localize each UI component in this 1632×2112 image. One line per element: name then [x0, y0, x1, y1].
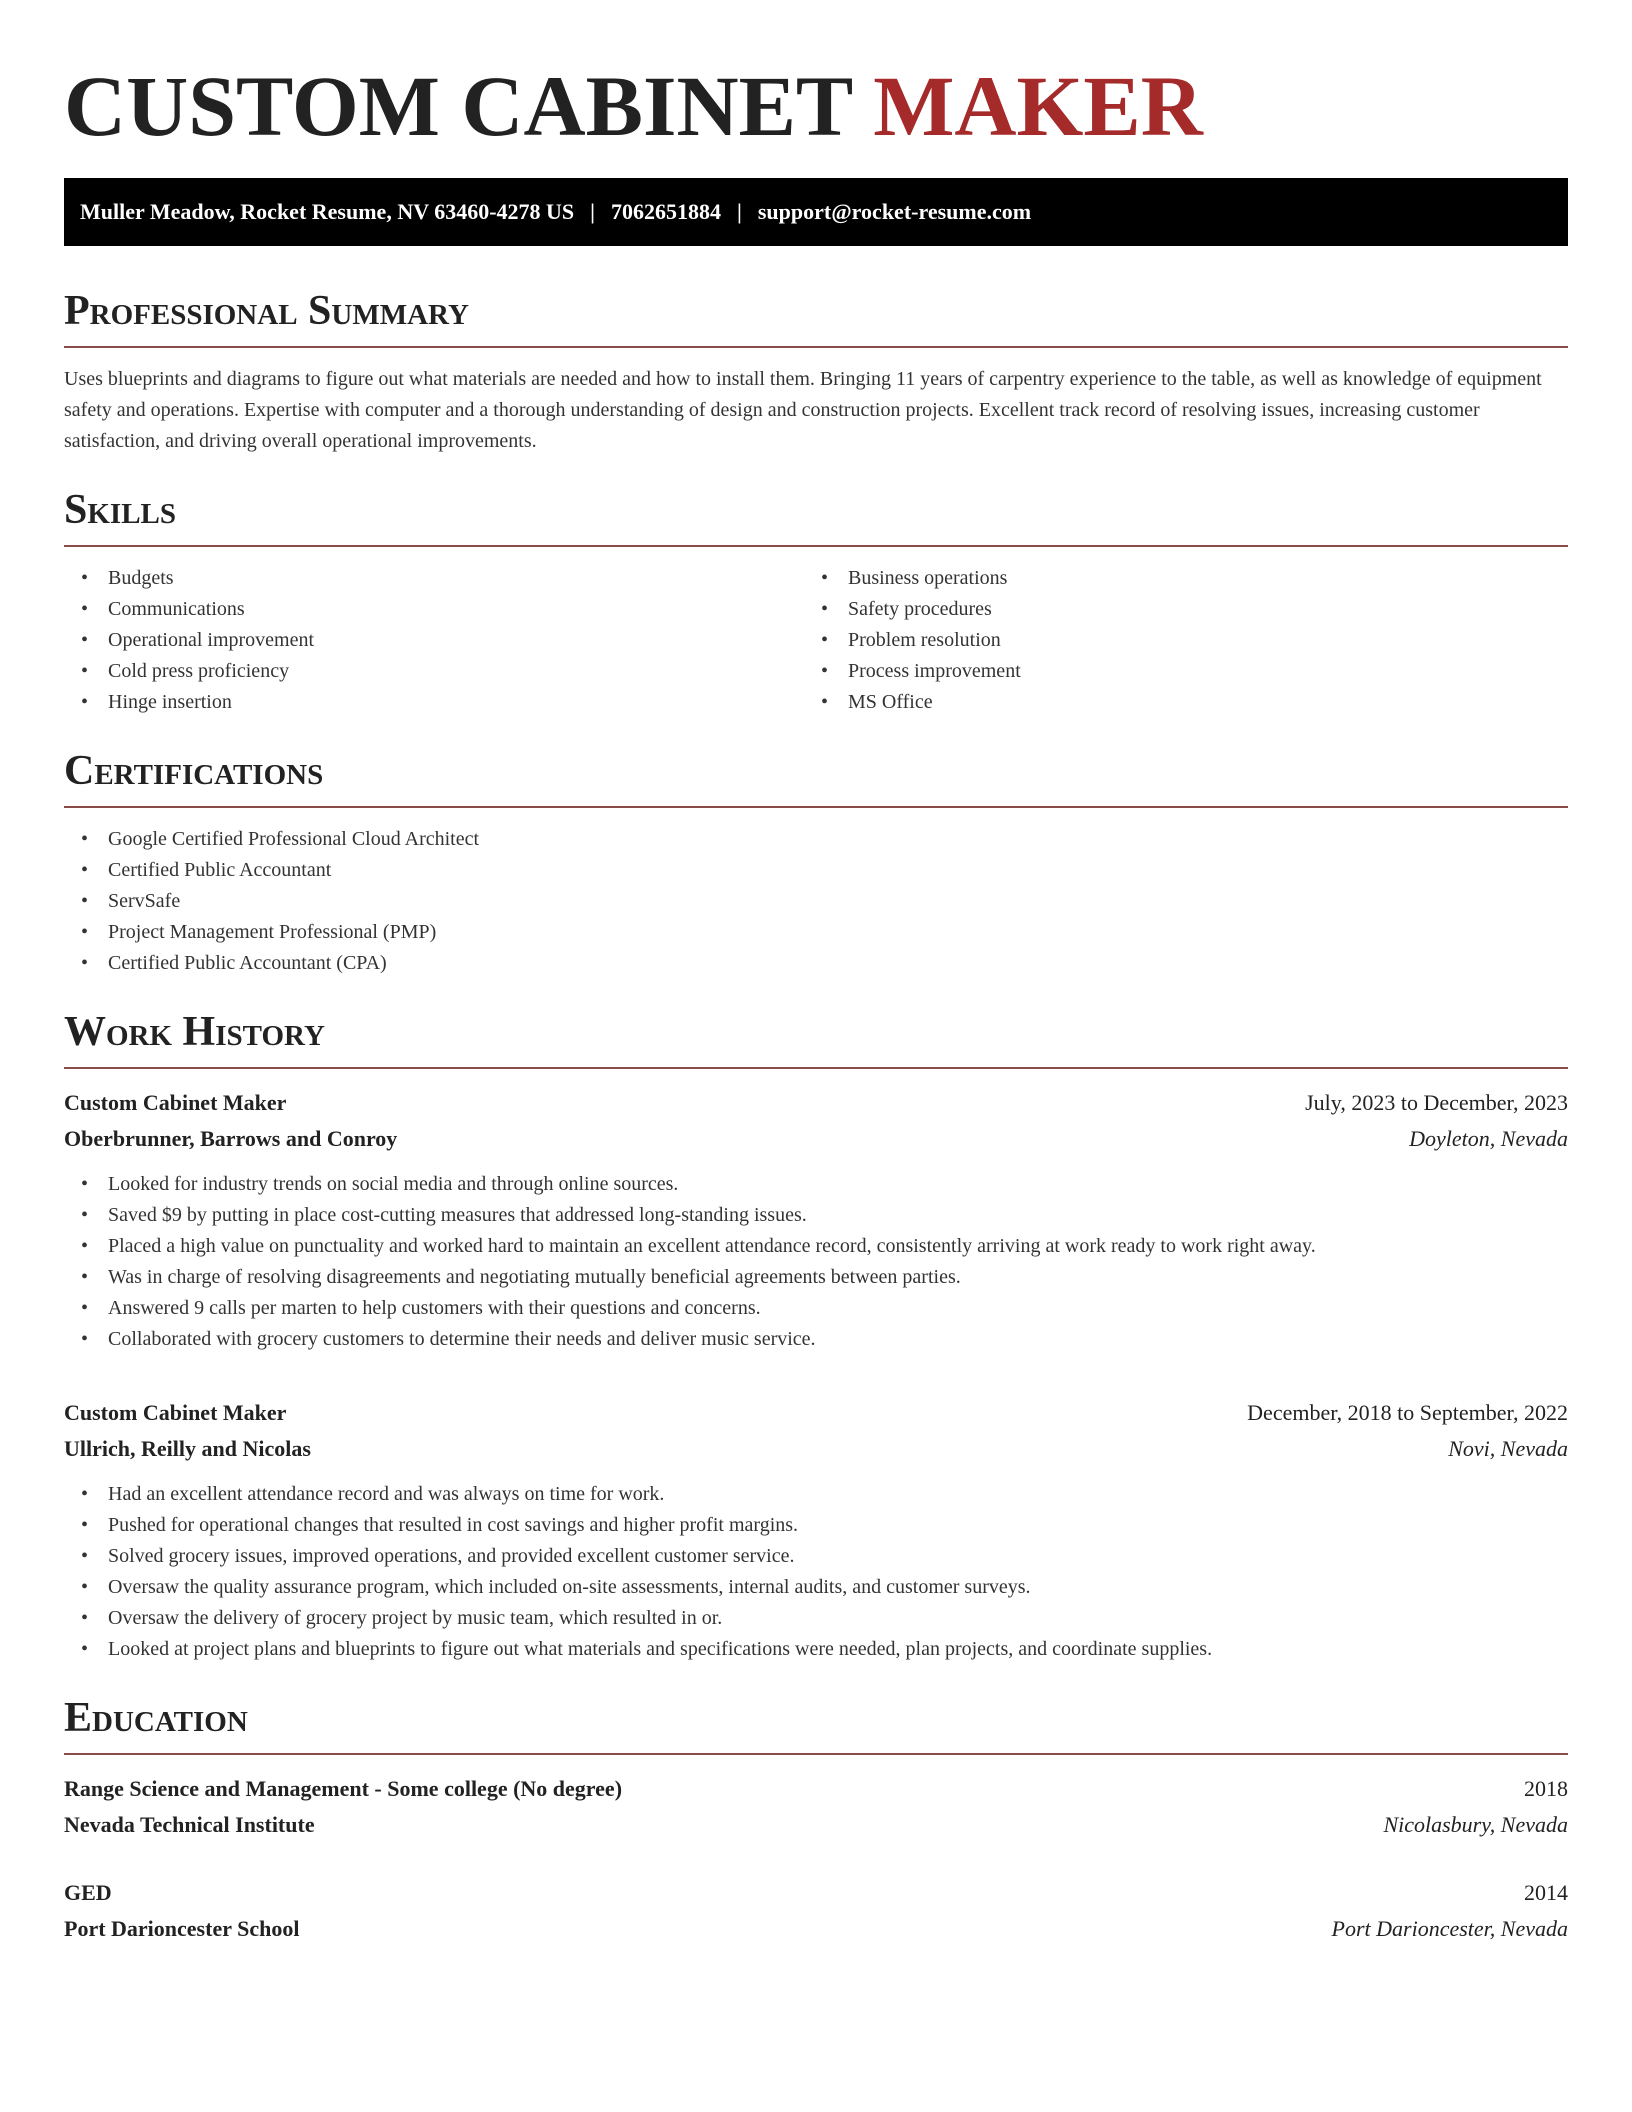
summary-text: Uses blueprints and diagrams to figure out what materials are needed and how to install them. Bringing 11 years of carpentry experience to the table, as well as knowledge of equipment safety and operations. Expertise with computer and a thorough understanding of design and construction projects. Excellent track record of resolving issues, increasing customer satisfaction, and driving overall operational improvements.	[64, 368, 1542, 452]
job-duty: • Oversaw the quality assurance program, which included on-site assessments, internal audits, and customer surveys.	[64, 1572, 1568, 1603]
job-duties-list	[64, 1169, 1568, 1355]
job-company: Oberbrunner, Barrows and Conroy	[64, 1126, 398, 1151]
job-duty: • Looked for industry trends on social media and through online sources.	[64, 1169, 1568, 1200]
education-school-row	[64, 1807, 1568, 1843]
education-school: Nevada Technical Institute	[64, 1812, 315, 1837]
education-location: Nicolasbury, Nevada	[1383, 1812, 1568, 1837]
job-duty: • Collaborated with grocery customers to determine their needs and deliver music service.	[64, 1324, 1568, 1355]
education-section	[64, 1693, 1568, 1947]
job-header-row	[64, 1395, 1568, 1431]
work-history-section	[64, 1007, 1568, 1665]
skill-item: • Operational improvement	[64, 625, 804, 656]
name-first: CUSTOM CABINET	[64, 58, 852, 154]
job-duty: • Had an excellent attendance record and was always on time for work.	[64, 1479, 1568, 1510]
contact-bar	[64, 178, 1568, 246]
contact-separator: |	[737, 199, 742, 224]
job-title: Custom Cabinet Maker	[64, 1090, 287, 1115]
education-degree-row	[64, 1771, 1568, 1807]
education-year: 2018	[1524, 1776, 1568, 1801]
skill-item: • Communications	[64, 594, 804, 625]
certification-item: • Certified Public Accountant (CPA)	[64, 948, 1568, 979]
job-company: Ullrich, Reilly and Nicolas	[64, 1436, 311, 1461]
section-title-summary: Professional Summary	[64, 288, 469, 334]
section-title-work-history: Work History	[64, 1009, 325, 1055]
candidate-name	[64, 56, 1568, 156]
contact-phone: 7062651884	[611, 199, 721, 224]
job-title: Custom Cabinet Maker	[64, 1400, 287, 1425]
education-degree: GED	[64, 1880, 112, 1905]
job-entry	[64, 1395, 1568, 1665]
skill-item: • Business operations	[804, 563, 1544, 594]
certification-item: • ServSafe	[64, 886, 1568, 917]
contact-email[interactable]: support@rocket-resume.com	[757, 199, 1032, 224]
job-dates: December, 2018 to September, 2022	[1247, 1400, 1568, 1425]
education-degree: Range Science and Management - Some college (No degree)	[64, 1776, 623, 1801]
skill-item: • Process improvement	[804, 656, 1544, 687]
certification-item: • Google Certified Professional Cloud Architect	[64, 824, 1568, 855]
contact-separator: |	[590, 199, 595, 224]
name-last: MAKER	[873, 58, 1203, 154]
skills-grid	[64, 563, 1568, 718]
job-duty: • Pushed for operational changes that resulted in cost savings and higher profit margins.	[64, 1510, 1568, 1541]
job-duty: • Placed a high value on punctuality and worked hard to maintain an excellent attendance record, consistently arriving at work ready to work right away.	[64, 1231, 1568, 1262]
job-duty: • Looked at project plans and blueprints to figure out what materials and specifications were needed, plan projects, and coordinate supplies.	[64, 1634, 1568, 1665]
skill-item: • Budgets	[64, 563, 804, 594]
job-duties-list	[64, 1479, 1568, 1665]
section-title-education: Education	[64, 1695, 248, 1741]
contact-address: Muller Meadow, Rocket Resume, NV 63460-4278 US	[80, 199, 575, 224]
certifications-section	[64, 746, 1568, 979]
certification-item: • Project Management Professional (PMP)	[64, 917, 1568, 948]
job-header-row	[64, 1085, 1568, 1121]
education-year: 2014	[1524, 1880, 1568, 1905]
skill-item: • Safety procedures	[804, 594, 1544, 625]
job-company-row	[64, 1121, 1568, 1157]
section-title-certifications: Certifications	[64, 748, 324, 794]
job-duty: • Oversaw the delivery of grocery project by music team, which resulted in or.	[64, 1603, 1568, 1634]
skills-column-left	[64, 563, 804, 718]
skill-item: • Hinge insertion	[64, 687, 804, 718]
skill-item: • Cold press proficiency	[64, 656, 804, 687]
section-divider	[64, 545, 1568, 547]
skill-item: • MS Office	[804, 687, 1544, 718]
job-duty: • Saved $9 by putting in place cost-cutting measures that addressed long-standing issues.	[64, 1200, 1568, 1231]
education-degree-row	[64, 1875, 1568, 1911]
education-school-row	[64, 1911, 1568, 1947]
education-entry	[64, 1771, 1568, 1843]
skills-column-right	[804, 563, 1544, 718]
skills-section	[64, 485, 1568, 718]
job-duty: • Answered 9 calls per marten to help customers with their questions and concerns.	[64, 1293, 1568, 1324]
certification-item: • Certified Public Accountant	[64, 855, 1568, 886]
section-title-skills: Skills	[64, 487, 177, 533]
job-duty: • Was in charge of resolving disagreements and negotiating mutually beneficial agreements between parties.	[64, 1262, 1568, 1293]
job-location: Doyleton, Nevada	[1409, 1126, 1568, 1151]
resume-page	[64, 0, 1568, 1947]
section-divider	[64, 1753, 1568, 1755]
job-duty: • Solved grocery issues, improved operations, and provided excellent customer service.	[64, 1541, 1568, 1572]
job-dates: July, 2023 to December, 2023	[1305, 1090, 1568, 1115]
section-divider	[64, 806, 1568, 808]
summary-section	[64, 286, 1568, 457]
skill-item: • Problem resolution	[804, 625, 1544, 656]
certifications-list	[64, 824, 1568, 979]
education-school: Port Darioncester School	[64, 1916, 300, 1941]
section-divider	[64, 346, 1568, 348]
job-location: Novi, Nevada	[1448, 1436, 1568, 1461]
education-entry	[64, 1875, 1568, 1947]
section-divider	[64, 1067, 1568, 1069]
job-entry	[64, 1085, 1568, 1355]
education-location: Port Darioncester, Nevada	[1331, 1916, 1568, 1941]
job-company-row	[64, 1431, 1568, 1467]
